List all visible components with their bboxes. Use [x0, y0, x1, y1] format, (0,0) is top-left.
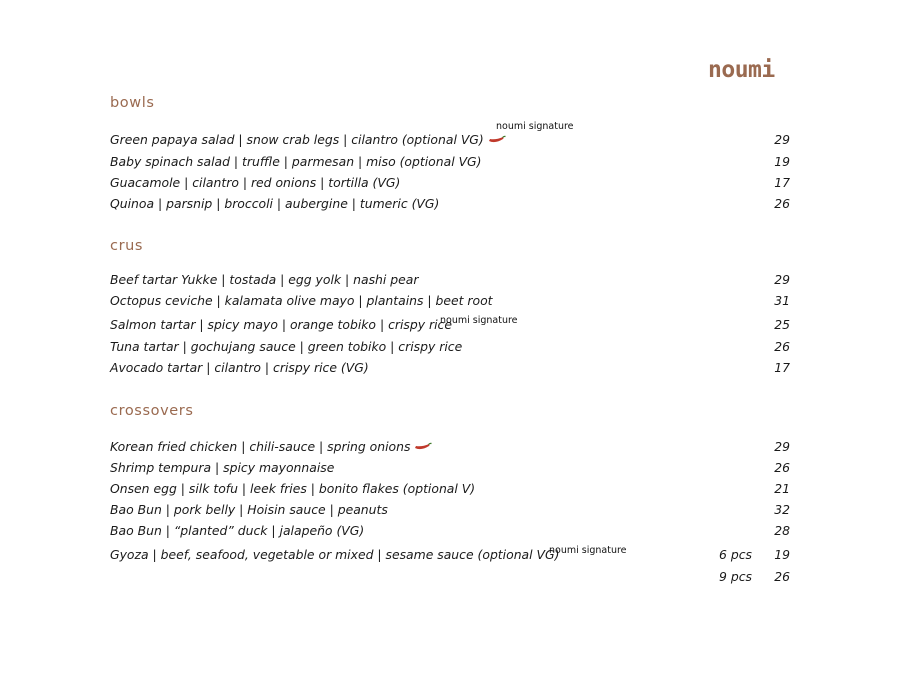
menu-item — [110, 272, 790, 290]
item-description: Gyoza | beef, seafood, vegetable or mixed | sesame sauce (optional VG) — [110, 547, 560, 562]
item-price: 19 — [774, 154, 790, 169]
menu-item — [110, 439, 790, 457]
item-description: Guacamole | cilantro | red onions | tortilla (VG) — [110, 175, 401, 190]
chili-pepper-icon — [488, 135, 506, 145]
item-price: 26 — [774, 196, 790, 211]
item-description: Korean fried chicken | chili-sauce | spring onions — [110, 439, 432, 454]
menu-item-portion — [110, 569, 790, 587]
item-description: Onsen egg | silk tofu | leek fries | bonito flakes (optional V) — [110, 481, 476, 496]
menu-item — [110, 317, 790, 335]
menu-item — [110, 154, 790, 172]
section-title-bowls: bowls — [110, 95, 155, 111]
item-price: 29 — [774, 132, 790, 147]
menu-item — [110, 175, 790, 193]
portion-label: 6 pcs — [719, 547, 752, 562]
item-price: 26 — [774, 569, 790, 584]
menu-item — [110, 196, 790, 214]
item-description: Shrimp tempura | spicy mayonnaise — [110, 460, 335, 475]
item-price: 29 — [774, 272, 790, 287]
menu-item — [110, 360, 790, 378]
item-description: Octopus ceviche | kalamata olive mayo | plantains | beet root — [110, 293, 493, 308]
item-price: 17 — [774, 360, 790, 375]
item-description: Baby spinach salad | truffle | parmesan | miso (optional VG) — [110, 154, 482, 169]
item-price: 25 — [774, 317, 790, 332]
menu-item — [110, 293, 790, 311]
chili-pepper-icon — [414, 442, 432, 452]
item-price: 26 — [774, 339, 790, 354]
item-price: 26 — [774, 460, 790, 475]
item-description: Beef tartar Yukke | tostada | egg yolk | nashi pear — [110, 272, 419, 287]
item-description: Quinoa | parsnip | broccoli | aubergine | tumeric (VG) — [110, 196, 440, 211]
menu-item — [110, 339, 790, 357]
item-price: 21 — [774, 481, 790, 496]
signature-tag: noumi signature — [549, 545, 627, 556]
section-title-crus: crus — [110, 238, 144, 254]
item-price: 31 — [774, 293, 790, 308]
item-price: 19 — [774, 547, 790, 562]
menu-item — [110, 121, 790, 150]
portion-label: 9 pcs — [719, 569, 752, 584]
noumi-logo: noumi — [708, 57, 775, 83]
item-price: 28 — [774, 523, 790, 538]
menu-item — [110, 460, 790, 478]
item-description: Salmon tartar | spicy mayo | orange tobiko | crispy rice — [110, 317, 452, 332]
signature-tag: noumi signature — [496, 121, 574, 132]
item-description: Tuna tartar | gochujang sauce | green tobiko | crispy rice — [110, 339, 463, 354]
item-description: Bao Bun | “planted” duck | jalapeño (VG) — [110, 523, 365, 538]
item-price: 32 — [774, 502, 790, 517]
menu-item — [110, 523, 790, 541]
item-price: 29 — [774, 439, 790, 454]
menu-item — [110, 502, 790, 520]
section-title-crossovers: crossovers — [110, 403, 194, 419]
item-description: Green papaya salad | snow crab legs | cilantro (optional VG) — [110, 132, 506, 147]
signature-tag: noumi signature — [440, 315, 518, 326]
item-description: Avocado tartar | cilantro | crispy rice (VG) — [110, 360, 369, 375]
item-description: Bao Bun | pork belly | Hoisin sauce | peanuts — [110, 502, 388, 517]
menu-item — [110, 481, 790, 499]
menu-item — [110, 547, 790, 565]
item-price: 17 — [774, 175, 790, 190]
